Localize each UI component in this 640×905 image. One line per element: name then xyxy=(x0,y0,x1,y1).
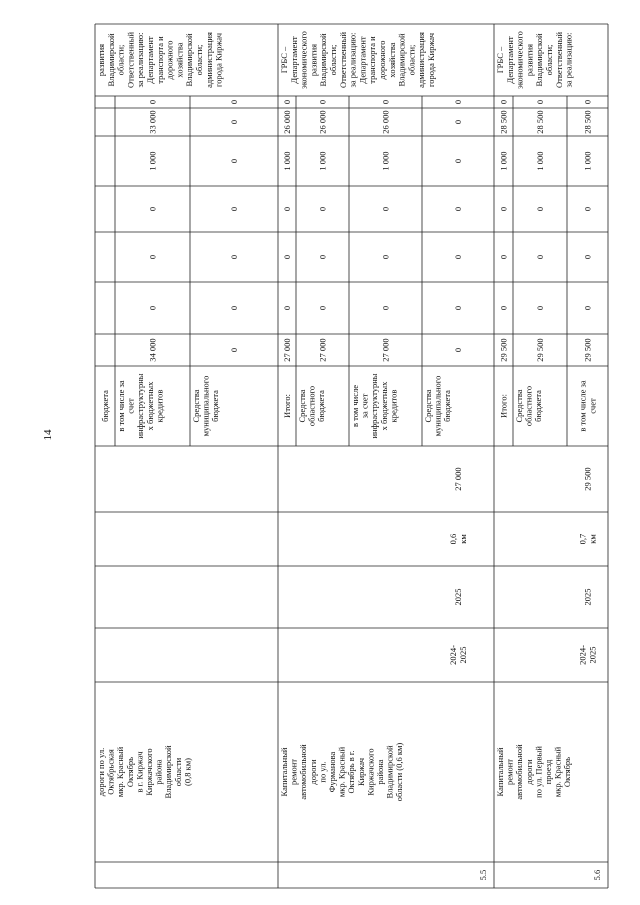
fund-value: 0 xyxy=(535,99,545,105)
fund-value: 0 xyxy=(453,305,463,311)
fund-source: Средствамуниципальногобюджета xyxy=(423,375,453,437)
fund-value: 1 000 xyxy=(535,151,545,171)
fund-value: 0 xyxy=(147,99,158,105)
fund-value: 0 xyxy=(229,305,239,311)
fund-source: в том числеза счетинфраструктурных бюджетныхкредитов xyxy=(350,373,399,439)
fund-value: 0 xyxy=(453,254,463,260)
fund-value: 0 xyxy=(535,206,545,212)
responsible-cell: ГРБС –ДепартаментэкономическогоразвитияВладимирскойобласти;Ответственныйза реализацию: xyxy=(495,31,574,89)
fund-value: 0 xyxy=(535,254,545,260)
object-name: Капитальныйремонтавтомобильнойдорогипо ул. Первыйпроездмкр. КрасныйОктябрь xyxy=(495,744,573,800)
fund-value: 34 000 xyxy=(147,338,158,362)
fund-value: 1 000 xyxy=(147,151,158,171)
period-cell: 2024-2025 xyxy=(577,645,598,665)
fund-value: 0 xyxy=(582,305,593,311)
fund-value: 0 xyxy=(317,206,328,212)
fund-source: в том числе засчетинфраструктурных бюджетныхкредитов xyxy=(116,373,165,439)
fund-value: 27 000 xyxy=(317,338,328,362)
fund-value: 0 xyxy=(453,206,463,212)
fund-value: 0 xyxy=(582,206,593,212)
fund-value: 0 xyxy=(317,305,328,311)
fund-value: 1 000 xyxy=(282,151,292,171)
cost-cell: 27 000 xyxy=(453,467,463,491)
capacity-cell: 0,6км xyxy=(448,533,468,545)
fund-value: 0 xyxy=(282,99,292,105)
fund-value: 1 000 xyxy=(380,151,391,171)
fund-value: 1 000 xyxy=(498,151,509,171)
fund-source: бюджета xyxy=(100,390,110,422)
fund-value: 0 xyxy=(282,254,292,260)
fund-value: 0 xyxy=(535,305,545,311)
cost-cell: 29 500 xyxy=(582,467,593,491)
fund-value: 0 xyxy=(282,305,292,311)
fund-value: 28 500 xyxy=(582,110,593,134)
fund-value: 27 000 xyxy=(380,338,391,362)
fund-source: Итого: xyxy=(498,394,509,418)
period-cell: 2024-2025 xyxy=(448,645,468,665)
fund-value: 0 xyxy=(229,99,239,105)
fund-value: 0 xyxy=(582,254,593,260)
fund-value: 0 xyxy=(498,99,509,105)
page-number: 14 xyxy=(42,429,54,441)
fund-value: 1 000 xyxy=(582,151,593,171)
capacity-cell: 0,7км xyxy=(577,533,598,545)
fund-value: 1 000 xyxy=(317,151,328,171)
fund-value: 0 xyxy=(147,254,158,260)
year-cell: 2025 xyxy=(582,588,593,606)
fund-value: 0 xyxy=(453,158,463,164)
fund-value: 0 xyxy=(229,347,239,353)
fund-value: 0 xyxy=(582,99,593,105)
fund-value: 0 xyxy=(380,305,391,311)
fund-value: 29 500 xyxy=(498,338,509,362)
fund-value: 28 500 xyxy=(498,110,509,134)
responsible-cell: ГРБС –ДепартаментэкономическогоразвитияВладимирскойобласти;Ответственныйза реализацию:Департаменттранспорта идорожногохозяйстваВладимирскойобласти;администрациягорода Киржач xyxy=(279,31,436,89)
fund-value: 26 000 xyxy=(380,110,391,134)
fund-value: 29 500 xyxy=(535,338,545,362)
fund-source: в том числе засчет xyxy=(577,380,598,432)
year-cell: 2025 xyxy=(453,588,463,606)
fund-value: 29 500 xyxy=(582,338,593,362)
fund-value: 0 xyxy=(317,99,328,105)
fund-value: 0 xyxy=(498,305,509,311)
fund-source: Средствамуниципальногобюджета xyxy=(191,375,221,437)
fund-value: 0 xyxy=(229,254,239,260)
responsible-cell: развитияВладимирскойобласти;Ответственныйза реализацию:Департаменттранспорта идорожногохозяйстваВладимирскойобласти;администрациягорода Киржач xyxy=(96,32,224,88)
fund-source: Итого: xyxy=(282,394,292,418)
fund-value: 0 xyxy=(380,206,391,212)
fund-value: 26 000 xyxy=(317,110,328,134)
fund-value: 0 xyxy=(498,206,509,212)
fund-value: 0 xyxy=(229,206,239,212)
fund-value: 28 500 xyxy=(535,110,545,134)
fund-value: 0 xyxy=(282,206,292,212)
fund-value: 0 xyxy=(453,119,463,125)
fund-source: Средстваобластногобюджета xyxy=(297,385,327,427)
fund-value: 33 000 xyxy=(147,110,158,134)
row-number: 5.5 xyxy=(478,869,488,881)
fund-value: 0 xyxy=(147,206,158,212)
fund-value: 0 xyxy=(229,158,239,164)
fund-value: 27 000 xyxy=(282,338,292,362)
fund-value: 0 xyxy=(229,119,239,125)
object-name: Капитальныйремонтавтомобильнойдорогипо ул.Фурмановамкр. КрасныйОктябрь в г.КиржачКиржачскогорайонаВладимирскойобласти (0,6 км) xyxy=(279,742,405,802)
row-number: 5.6 xyxy=(592,869,602,881)
fund-value: 0 xyxy=(147,305,158,311)
fund-value: 0 xyxy=(453,347,463,353)
fund-value: 0 xyxy=(380,99,391,105)
fund-source: Средстваобластногобюджета xyxy=(514,385,544,427)
fund-value: 0 xyxy=(317,254,328,260)
fund-value: 26 000 xyxy=(282,110,292,134)
fund-value: 0 xyxy=(453,99,463,105)
object-name: дороги по ул.Октябрьскаямкр. КрасныйОктябрьв г. КиржачКиржачскогорайонаВладимирскойобласти(0,8 км) xyxy=(96,745,193,799)
fund-value: 0 xyxy=(498,254,509,260)
fund-value: 0 xyxy=(380,254,391,260)
